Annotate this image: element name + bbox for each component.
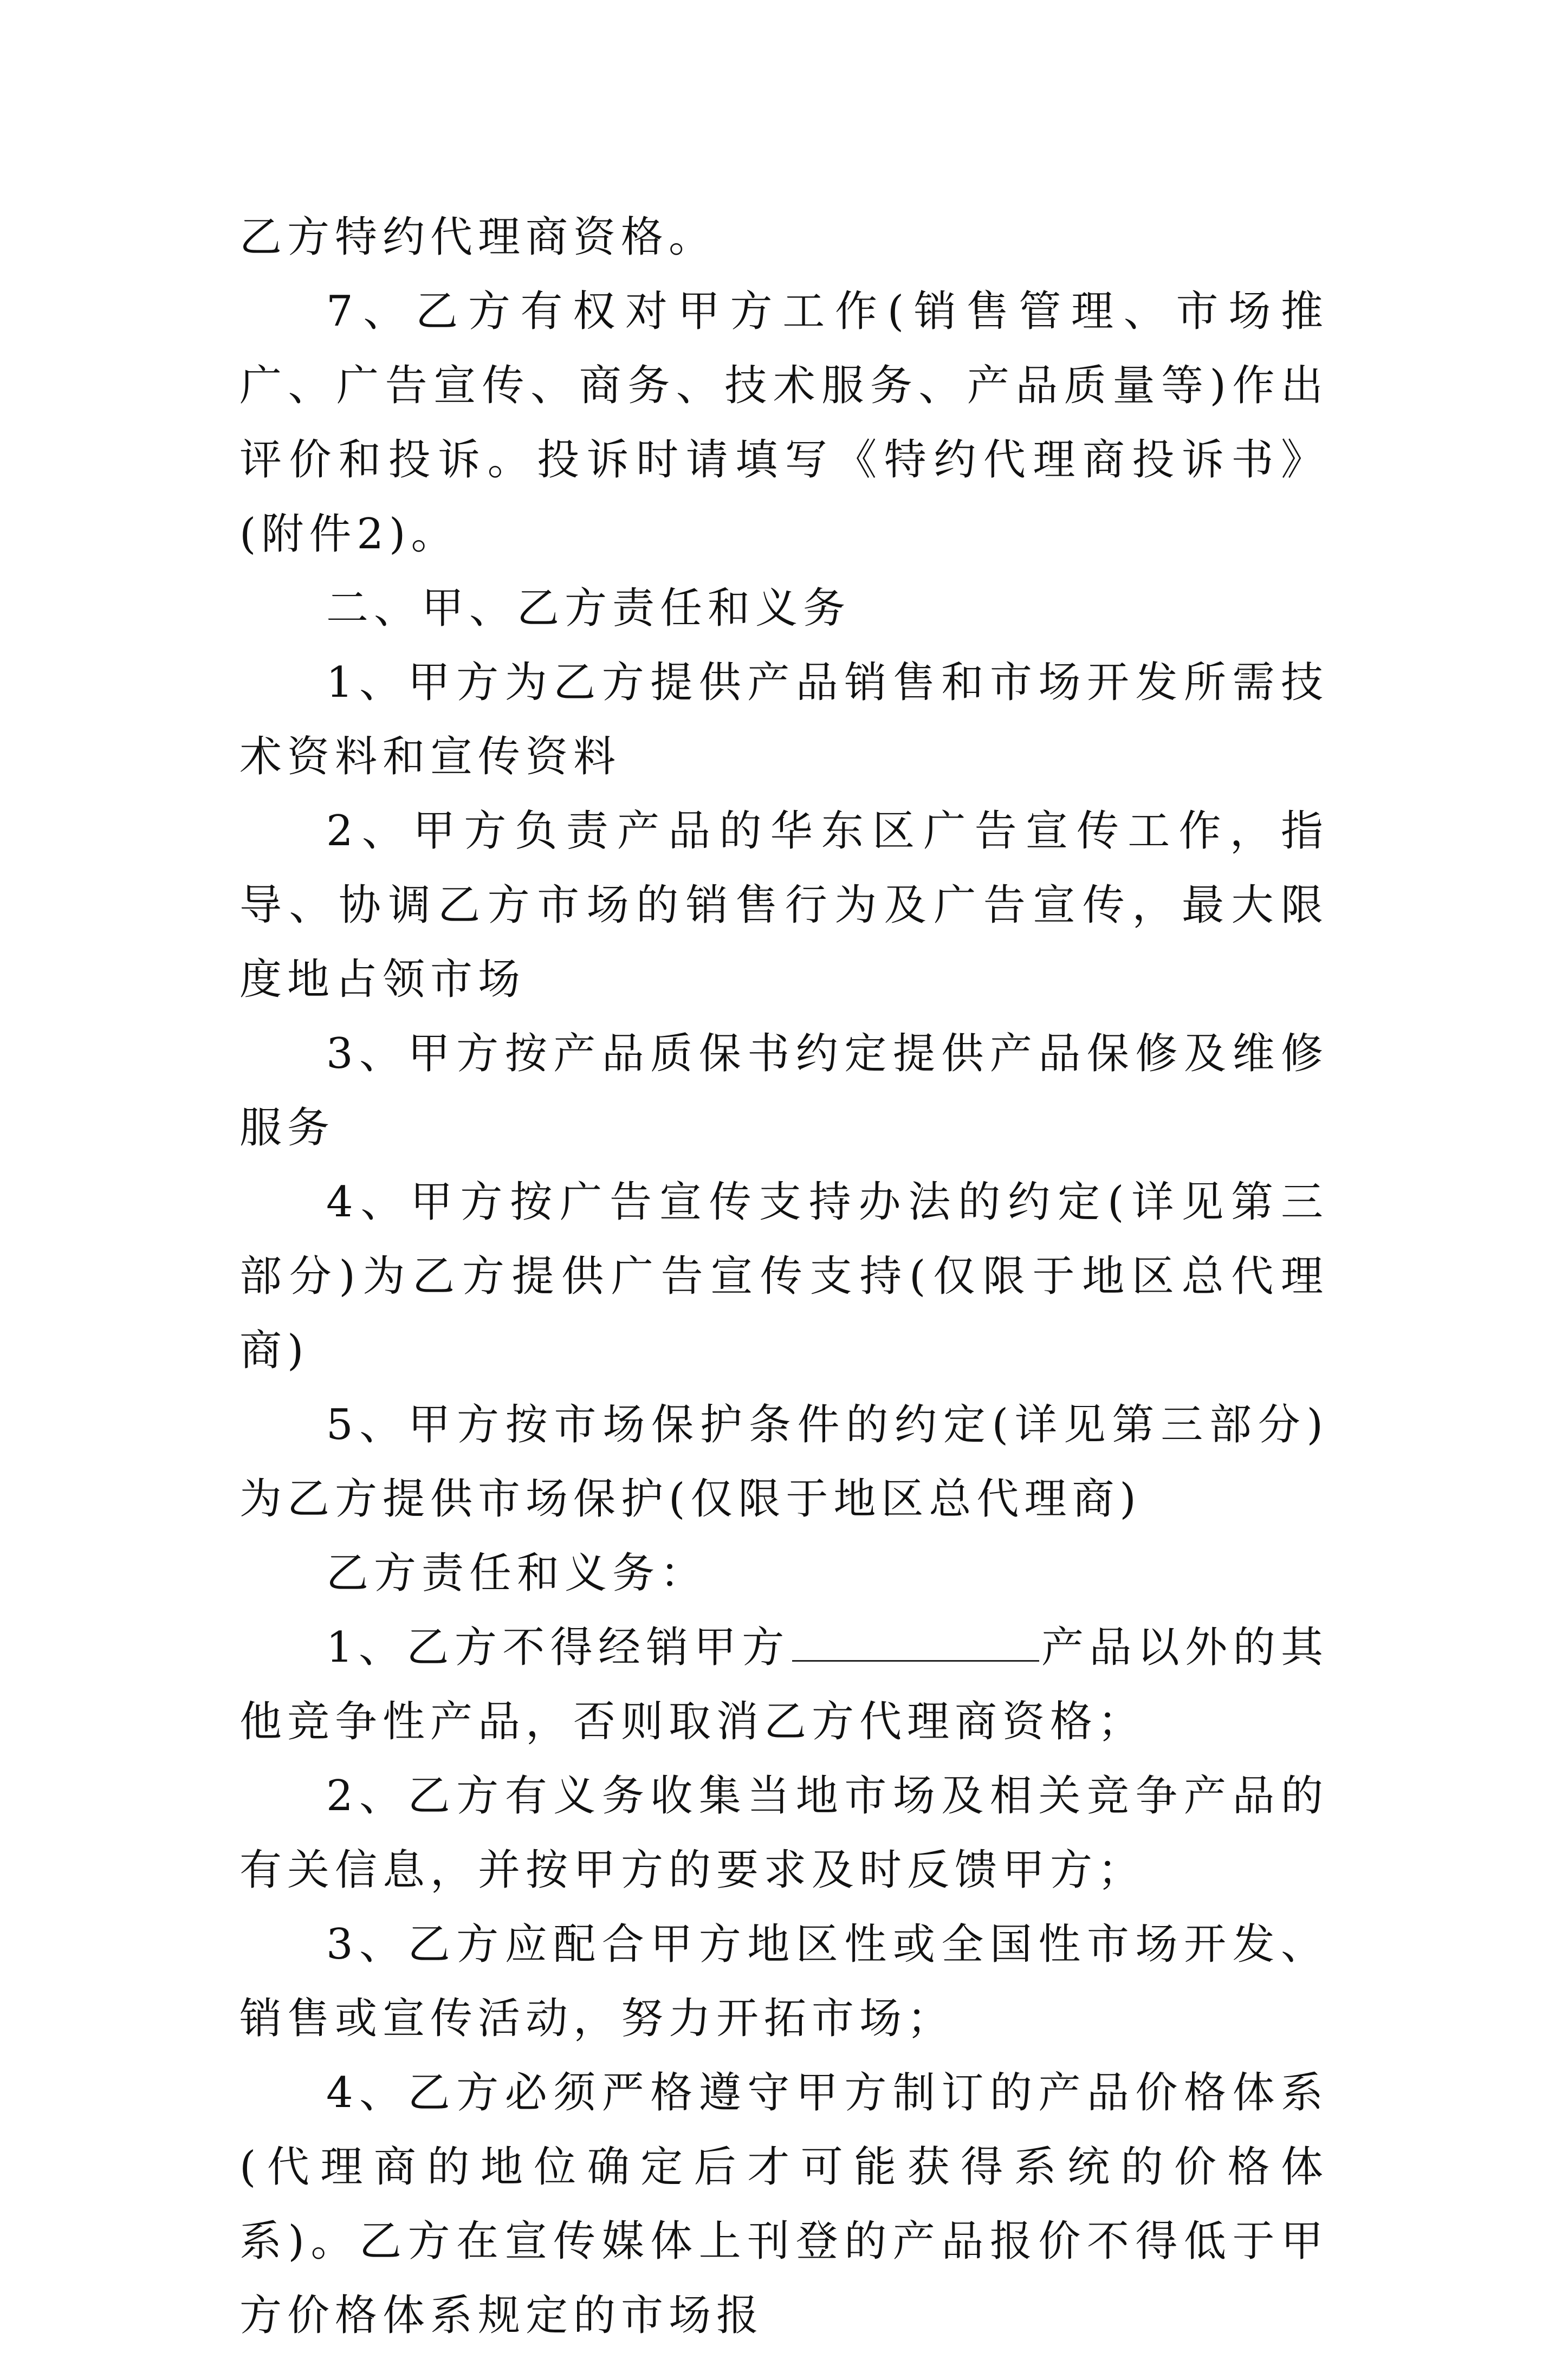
paragraph-party-b-item-1: [239, 1611, 1329, 1759]
paragraph-party-a-item-5: 5、甲方按市场保护条件的约定(详见第三部分)为乙方提供市场保护(仅限于地区总代理商): [239, 1401, 1329, 1524]
paragraph-party-b-item-4: 4、乙方必须严格遵守甲方制订的产品价格体系(代理商的地位确定后才可能获得系统的价格体系)。乙方在宣传媒体上刊登的产品报价不得低于甲方价格体系规定的市场报: [239, 2069, 1329, 2340]
paragraph-party-a-item-4: 4、甲方按广告宣传支持办法的约定(详见第三部分)为乙方提供广告宣传支持(仅限于地区总代理商): [239, 1178, 1329, 1375]
paragraph-text-after-blank: 产品以外的其他竞争性产品，否则取消乙方代理商资格；: [239, 1623, 1329, 1746]
paragraph-item-7: 7、乙方有权对甲方工作(销售管理、市场推广、广告宣传、商务、技术服务、产品质量等)作出评价和投诉。投诉时请填写《特约代理商投诉书》(附件2)。: [239, 287, 1329, 559]
section-heading: 二、甲、乙方责任和义务: [326, 584, 851, 633]
document-body: [239, 200, 1329, 2353]
subsection-heading: 乙方责任和义务：: [326, 1549, 708, 1598]
paragraph-party-a-item-3: 3、甲方按产品质保书约定提供产品保修及维修服务: [239, 1029, 1329, 1152]
fill-in-blank: [792, 1628, 1039, 1662]
paragraph-party-b-item-2: 2、乙方有义务收集当地市场及相关竞争产品的有关信息，并按甲方的要求及时反馈甲方；: [239, 1772, 1329, 1895]
paragraph-continuation: 乙方特约代理商资格。: [239, 213, 717, 262]
paragraph-text-before-blank: 1、乙方不得经销甲方: [326, 1623, 790, 1672]
paragraph-party-b-item-3: 3、乙方应配合甲方地区性或全国性市场开发、销售或宣传活动，努力开拓市场；: [239, 1920, 1329, 2043]
paragraph-party-a-item-1: 1、甲方为乙方提供产品销售和市场开发所需技术资料和宣传资料: [239, 658, 1329, 781]
paragraph-party-a-item-2: 2、甲方负责产品的华东区广告宣传工作，指导、协调乙方市场的销售行为及广告宣传，最大限度地占领市场: [239, 807, 1329, 1004]
